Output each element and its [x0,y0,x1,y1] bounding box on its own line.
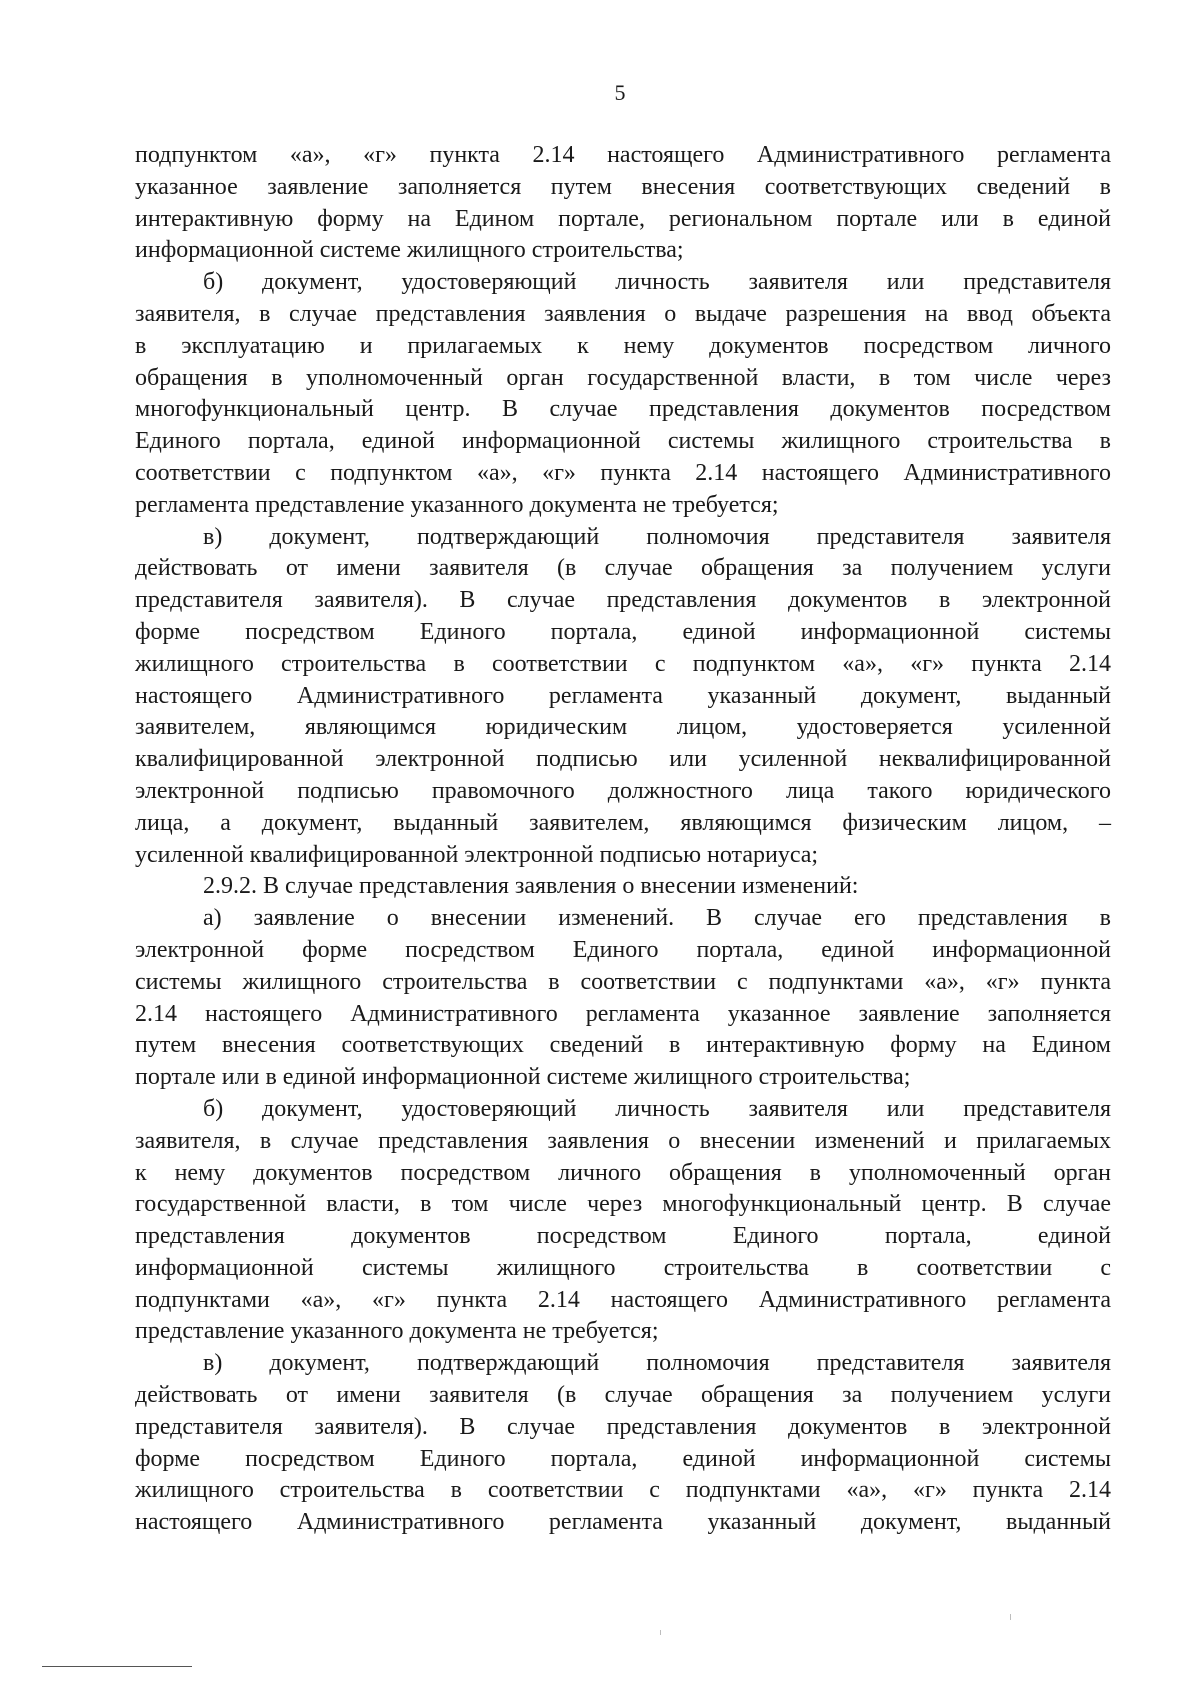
text-line: подпунктами «а», «г» пункта 2.14 настоящего Административного регламента [135,1286,1111,1313]
text-line: заявителя, в случае представления заявления о внесении изменений и прилагаемых [135,1127,1111,1154]
text-line: жилищного строительства в соответствии с подпунктом «а», «г» пункта 2.14 [135,650,1111,677]
text-line: форме посредством Единого портала, единой информационной системы [135,1445,1111,1472]
text-line: представителя заявителя). В случае представления документов в электронной [135,1413,1111,1440]
text-line: представление указанного документа не требуется; [135,1318,659,1345]
text-line: интерактивную форму на Едином портале, региональном портале или в единой [135,205,1111,232]
text-line: портале или в единой информационной системе жилищного строительства; [135,1064,911,1091]
text-line: многофункциональный центр. В случае представления документов посредством [135,396,1111,423]
text-line: представления документов посредством Единого портала, единой [135,1223,1111,1250]
text-line: указанное заявление заполняется путем внесения соответствующих сведений в [135,173,1111,200]
text-line: жилищного строительства в соответствии с подпунктами «а», «г» пункта 2.14 [135,1477,1111,1504]
text-line: обращения в уполномоченный орган государственной власти, в том числе через [135,364,1111,391]
text-line: форме посредством Единого портала, единой информационной системы [135,618,1111,645]
text-line: системы жилищного строительства в соответствии с подпунктами «а», «г» пункта [135,968,1111,995]
text-line: действовать от имени заявителя (в случае обращения за получением услуги [135,555,1111,582]
text-line: усиленной квалифицированной электронной подписью нотариуса; [135,841,819,868]
text-line: а) заявление о внесении изменений. В случае его представления в [203,905,1111,932]
text-line: заявителем, являющимся юридическим лицом, удостоверяется усиленной [135,714,1111,741]
text-line: государственной власти, в том числе через многофункциональный центр. В случае [135,1191,1111,1218]
text-line: 2.14 настоящего Административного регламента указанное заявление заполняется [135,1000,1111,1027]
text-line: б) документ, удостоверяющий личность заявителя или представителя [203,269,1111,296]
text-line: лица, а документ, выданный заявителем, являющимся физическим лицом, – [135,809,1111,836]
text-line: электронной подписью правомочного должностного лица такого юридического [135,777,1111,804]
body-text [135,140,1111,1539]
page-number: 5 [614,80,626,105]
text-line: действовать от имени заявителя (в случае обращения за получением услуги [135,1382,1111,1409]
text-line: квалифицированной электронной подписью или усиленной неквалифицированной [135,746,1111,773]
text-line: путем внесения соответствующих сведений в интерактивную форму на Едином [135,1032,1111,1059]
scan-speck [660,1630,661,1635]
text-line: заявителя, в случае представления заявления о выдаче разрешения на ввод объекта [135,300,1111,327]
text-line: к нему документов посредством личного обращения в уполномоченный орган [135,1159,1111,1186]
text-line: регламента представление указанного документа не требуется; [135,491,779,518]
text-line: б) документ, удостоверяющий личность заявителя или представителя [203,1095,1111,1122]
text-line: 2.9.2. В случае представления заявления о внесении изменений: [203,873,859,900]
text-line: соответствии с подпунктом «а», «г» пункта 2.14 настоящего Административного [135,459,1111,486]
text-line: в) документ, подтверждающий полномочия представителя заявителя [203,523,1111,550]
text-line: информационной системы жилищного строительства в соответствии с [135,1254,1111,1281]
footer-rule [42,1666,192,1667]
text-line: Единого портала, единой информационной системы жилищного строительства в [135,428,1111,455]
text-line: подпунктом «а», «г» пункта 2.14 настоящего Административного регламента [135,142,1111,168]
text-line: настоящего Административного регламента указанный документ, выданный [135,682,1111,709]
scan-speck [1010,1614,1011,1620]
text-line: настоящего Административного регламента указанный документ, выданный [135,1509,1111,1536]
text-line: в эксплуатацию и прилагаемых к нему документов посредством личного [135,332,1111,359]
text-line: представителя заявителя). В случае представления документов в электронной [135,587,1111,614]
text-line: информационной системе жилищного строительства; [135,237,684,264]
text-line: в) документ, подтверждающий полномочия представителя заявителя [203,1350,1111,1377]
text-line: электронной форме посредством Единого портала, единой информационной [135,936,1111,963]
